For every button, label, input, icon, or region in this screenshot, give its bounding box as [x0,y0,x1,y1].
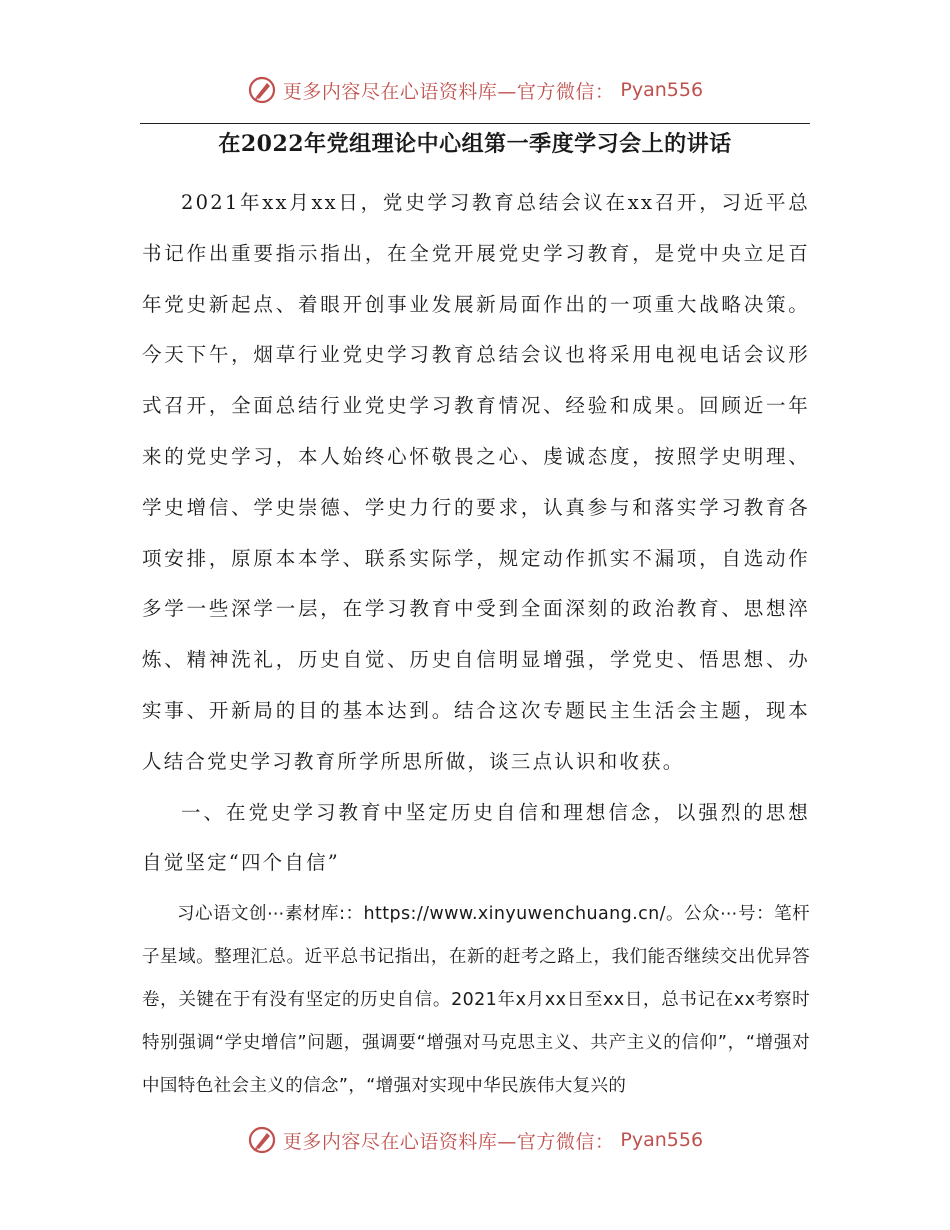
document-body [142,178,810,1108]
wechat-id: Pyan556 [620,1129,704,1151]
paragraph: 2021年xx月xx日，党史学习教育总结会议在xx召开，习近平总书记作出重要指示指出，在全党开展党史学习教育，是党中央立足百年党史新起点、着眼开创事业发展新局面作出的一项重大战略决策。今天下午，烟草行业党史学习教育总结会议也将采用电视电话会议形式召开，全面总结行业党史学习教育情况、经验和成果。回顾近一年来的党史学习，本人始终心怀敬畏之心、虔诚态度，按照学史明理、学史增信、学史崇德、学史力行的要求，认真参与和落实学习教育各项安排，原原本本学、联系实际学，规定动作抓实不漏项，自选动作多学一些深学一层，在学习教育中受到全面深刻的政治教育、思想淬炼、精神洗礼，历史自觉、历史自信明显增强，学党史、悟思想、办实事、开新局的目的基本达到。结合这次专题民主生活会主题，现本人结合党史学习教育所学所思所做，谈三点认识和收获。 [142,191,810,773]
footer-banner [0,1120,950,1160]
wechat-id: Pyan556 [620,79,704,101]
pen-logo-icon [247,1125,277,1155]
header-banner [0,70,950,110]
banner-text: 更多内容尽在心语资料库—官方微信： [282,1130,615,1153]
banner-text: 更多内容尽在心语资料库—官方微信： [282,80,615,103]
paragraph: 习心语文创⋯素材库:：https://www.xinyuwenchuang.cn/。公众⋯号：笔杆子星域。整理汇总。近平总书记指出，在新的赶考之路上，我们能否继续交出优异答卷，关键在于有没有坚定的历史自信。2021年x月xx日至xx日，总书记在xx考察时特别强调“学史增信”问题，强调要“增强对马克思主义、共产主义的信仰”，“增强对中国特色社会主义的信念”，“增强对实现中华民族伟大复兴的 [142,904,810,1097]
document-title: 在2022年党组理论中心组第一季度学习会上的讲话 [218,131,732,157]
header-rule [140,123,810,124]
section-heading: 一、在党史学习教育中坚定历史自信和理想信念，以强烈的思想自觉坚定“四个自信” [142,800,810,875]
pen-logo-icon [247,75,277,105]
